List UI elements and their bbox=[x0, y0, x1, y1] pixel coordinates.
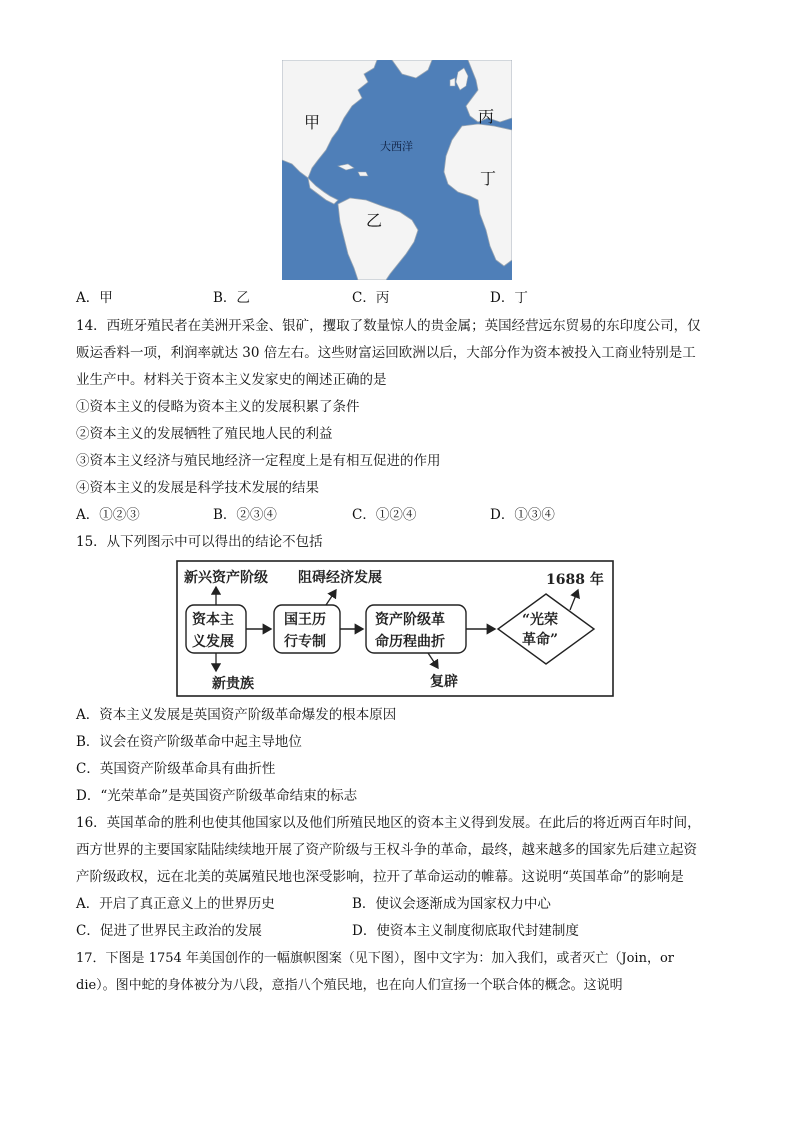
q14-option-a[interactable]: A．①②③ bbox=[76, 507, 140, 523]
q14-stem-line-2: 贩运香料一项，利润率就达 30 倍左右。这些财富运回欧洲以后，大部分作为资本被投入工商业特别是工 bbox=[76, 345, 696, 361]
q16-stem-line-3: 产阶级政权，远在北美的英属殖民地也深受影响，拉开了革命运动的帷幕。这说明“英国革命”的影响是 bbox=[76, 869, 684, 885]
q17-stem-line-2: die）。图中蛇的身体被分为八段，意指八个殖民地，也在向人们宣扬一个联合体的概念。这说明 bbox=[76, 978, 623, 993]
box1-text-line2: 义发展 bbox=[192, 634, 234, 650]
q16-option-a[interactable]: A．开启了真正意义上的世界历史 bbox=[76, 896, 275, 912]
q16-option-b[interactable]: B．使议会逐渐成为国家权力中心 bbox=[352, 896, 551, 912]
flow-label-hinder-economy: 阻碍经济发展 bbox=[298, 570, 382, 586]
map-label-jia: 甲 bbox=[304, 113, 321, 132]
q13-option-d[interactable]: D．丁 bbox=[490, 290, 528, 306]
q14-option-c[interactable]: C．①②④ bbox=[352, 507, 417, 523]
q13-option-a[interactable]: A．甲 bbox=[76, 290, 113, 306]
map-label-yi: 乙 bbox=[366, 211, 383, 230]
q14-item-3: ③资本主义经济与殖民地经济一定程度上是有相互促进的作用 bbox=[76, 453, 441, 469]
flow-label-bourgeoisie: 新兴资产阶级 bbox=[184, 570, 268, 586]
map-graphic bbox=[282, 60, 512, 280]
flow-label-new-nobility: 新贵族 bbox=[212, 676, 254, 692]
q16-stem-line-1: 16．英国革命的胜利也使其他国家以及他们所殖民地区的资本主义得到发展。在此后的将近两百年时间， bbox=[76, 815, 701, 831]
q14-option-b[interactable]: B．②③④ bbox=[213, 507, 277, 523]
q15-option-b[interactable]: B．议会在资产阶级革命中起主导地位 bbox=[76, 734, 302, 750]
q16-option-d[interactable]: D．使资本主义制度彻底取代封建制度 bbox=[352, 923, 579, 939]
atlantic-map bbox=[282, 60, 512, 280]
q16-option-c[interactable]: C．促进了世界民主政治的发展 bbox=[76, 923, 262, 939]
box2-text-line2: 行专制 bbox=[284, 634, 326, 650]
box3-text-line2: 命历程曲折 bbox=[375, 634, 445, 650]
q14-stem-line-3: 业生产中。材料关于资本主义发家史的阐述正确的是 bbox=[76, 372, 387, 388]
box3-text-line1: 资产阶级革 bbox=[375, 612, 445, 628]
q14-item-1: ①资本主义的侵略为资本主义的发展积累了条件 bbox=[76, 399, 360, 415]
flowchart-graphic bbox=[176, 560, 614, 697]
q15-stem: 15．从下列图示中可以得出的结论不包括 bbox=[76, 534, 323, 550]
diamond-text-line2: 革命” bbox=[522, 632, 559, 648]
q15-flowchart bbox=[176, 560, 614, 697]
q17-stem-line-1: 17．下图是 1754 年美国创作的一幅旗帜图案（见下图），图中文字为：加入我们，或者灭亡（Join，or bbox=[76, 951, 675, 966]
q14-option-d[interactable]: D．①③④ bbox=[490, 507, 555, 523]
box2-text-line1: 国王历 bbox=[284, 612, 326, 628]
flow-label-restoration: 复辟 bbox=[430, 674, 458, 690]
flow-label-1688: 1688 年 bbox=[546, 572, 604, 588]
q13-option-b[interactable]: B．乙 bbox=[213, 290, 250, 306]
map-label-bing: 丙 bbox=[478, 107, 495, 126]
map-label-ding: 丁 bbox=[480, 169, 497, 188]
diamond-text-line1: “光荣 bbox=[522, 612, 559, 628]
q15-option-a[interactable]: A．资本主义发展是英国资产阶级革命爆发的根本原因 bbox=[76, 707, 397, 723]
q16-stem-line-2: 西方世界的主要国家陆陆续续地开展了资产阶级与王权斗争的革命，最终，越来越多的国家先后建立起资 bbox=[76, 842, 697, 858]
q14-item-4: ④资本主义的发展是科学技术发展的结果 bbox=[76, 480, 319, 496]
q14-item-2: ②资本主义的发展牺牲了殖民地人民的利益 bbox=[76, 426, 333, 442]
map-label-ocean: 大西洋 bbox=[380, 140, 413, 153]
q15-option-c[interactable]: C．英国资产阶级革命具有曲折性 bbox=[76, 761, 276, 777]
box1-text-line1: 资本主 bbox=[192, 612, 234, 628]
q13-option-c[interactable]: C．丙 bbox=[352, 290, 390, 306]
q15-option-d[interactable]: D．“光荣革命”是英国资产阶级革命结束的标志 bbox=[76, 788, 358, 804]
q14-stem-line-1: 14．西班牙殖民者在美洲开采金、银矿，攫取了数量惊人的贵金属；英国经营远东贸易的东印度公司，仅 bbox=[76, 318, 701, 334]
